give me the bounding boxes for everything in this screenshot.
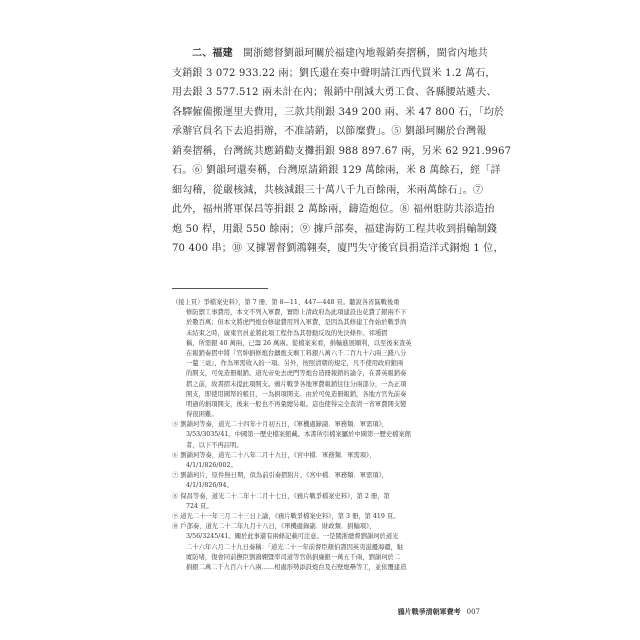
text-line: 承辦官員名下去追捐辦，不准請銷，以節糜費」。⑤ 劉韻珂關於台灣報	[172, 126, 487, 137]
text-line: 各驛僱備搬運里夫費用，三款共削銀 349 200 兩、米 47 800 石，「均於	[172, 106, 505, 118]
footnote-line: 捐銀二萬二千九百六十八兩……相處形勢添設炮台及石壁炮壘等工，並依覆建造	[186, 563, 407, 571]
footnote-line: 摺之前，故書摺未提此項開支。鴉片戰爭各地軍費報銷往往分兩部分，一為正項	[186, 380, 407, 388]
footnote-line: 4/1/1/826/002。	[186, 462, 237, 469]
text-line: 石。⑥ 劉韻珂還奏稱，台灣原請銷銀 129 萬餘兩，米 8 萬餘石，經「詳	[172, 165, 501, 176]
text-line	[172, 44, 488, 64]
running-footer	[398, 607, 480, 617]
text-line: 70 400 串；⑩ 又據署督劉鴻翱奏，廈門失守後官員捐造洋式銅炮 1 位，	[172, 243, 504, 254]
footnotes	[172, 298, 472, 573]
footnote-line: 得很困難。	[186, 411, 218, 419]
text-line: 炮 50 桿，用銀 550 餘兩；⑨ 據戶部奏，福建海防工程共收到捐輸制錢	[172, 223, 498, 235]
main-text	[172, 44, 512, 259]
footnote-line: ⑨ 道光二十一年三月二十三日上諭，《鴉片戰爭檔案史料》，第 3 冊，第 419 頁。	[172, 512, 400, 520]
section-heading: 二、福建	[192, 48, 233, 59]
book-title: 鴉片戰爭清朝軍費考	[397, 607, 461, 616]
footnote-line: 一釐三毫』，作為軍需收入的一項。另外，按照清朝的規定，凡不使用政府銀兩	[186, 360, 404, 368]
footnote-line: 開支，即使用國帑的帳目，一為捐項開支。由於可免造冊報銷，各地方官先前奏	[186, 390, 407, 398]
footnote-line: 修防禦工事費用，本文不列入軍費，實際上清政府為此項建設也花費了銀兩不下	[186, 309, 407, 317]
footnote-line: ⑥ 劉韻珂等奏，道光二十八年二月十九日，《宮中檔．軍務類．軍需項》，	[172, 451, 376, 459]
footnote-line: 於數百萬；但本文將虎門炮台修建費用列入軍費，是因為其修建工作始於戰爭尚	[186, 319, 407, 327]
page-number: 007	[466, 608, 480, 616]
footnote-line: ⑦ 劉韻珂片，原件無日期，似為前引奏摺附片，《宮中檔．軍務類．軍需項》，	[172, 472, 389, 480]
footnote-line: 未結束之時，廣東官員並將此項工程作為其發動反攻的先決條件。祁壎摺	[186, 329, 388, 337]
footnote-line: ⑤ 劉韻珂等奏，道光二十四年十月初五日，《軍機處錄副．軍務類．軍需項》，	[172, 421, 389, 429]
footnote-line: 明過的捐項開支，後來一般也不再彙總另報。這也使得完全查清一省軍費開支變	[186, 400, 407, 408]
footnote-line: 稱，所需銀 40 萬兩，已籌 26 萬兩。從檔案來看，捐輸進展順利，以至後來查英	[186, 339, 412, 347]
footnote-line: 724 頁。	[186, 502, 213, 510]
footnote-line: 3/53/3035/41。中國第一歷史檔案館藏。本書所引檔案屬於中國第一歷史檔案館	[186, 431, 412, 439]
footnote-line: ⑩ 戶部奏，道光二十二年九月十八日，《軍機處錄副．財政類．捐輸項》，	[172, 523, 376, 531]
footnote-line: 者，以下不再註明。	[186, 441, 243, 449]
footnote-divider	[172, 288, 268, 289]
footnote-line: 二十六年六月二十九日奏稱：「道光二十一年前督臣顏伯燾因英夷滋擾海疆，駐	[186, 543, 404, 551]
text-line-rest: 閩浙總督劉韻珂關於福建內地報銷奏摺稱，閩省內地共	[232, 48, 488, 59]
text-line: 此外，福州將軍保昌等捐銀 2 萬餘兩，鑄造炮位。⑧ 福州駐防共添造抬	[172, 204, 495, 215]
footnote-line: 在報銷奏摺中將『官紳捐修炮台鑄炮支剩工料銀八萬六千二百九十六兩三錢八分	[186, 349, 407, 357]
footnote-line: 3/56/3245/41。關於此事還有兩條記載可注意。一是閩浙總督劉韻珂於道光	[186, 533, 399, 541]
footnote-line: ⑧ 保昌等奏，道光二十二年十二月十七日，《鴉片戰爭檔案史料》，第 2 冊，第	[172, 492, 390, 500]
text-line: 銷奏摺稱，台灣統共應銷勸支攤捐銀 988 897.67 兩，另米 62 921.9967	[172, 145, 512, 157]
footnote-line: （接上頁）爭檔案史料》，第 7 冊，第 8—11、447—448 頁。聽說各省區戰後重	[172, 299, 400, 306]
footnote-line: 廈防堵，復會同前撫臣劉鴻翱暨率司道等官倡捐廉銀一萬五千兩，劉韻珂於二	[186, 553, 401, 561]
text-line: 用去銀 3 577.512 兩未計在內；報銷中削減大勇工食、各縣腰站遞夫、	[172, 87, 497, 98]
text-line: 細勾稽，從嚴核減，共核減銀三十萬八千九百餘兩，米兩萬餘石」。⑦	[172, 184, 484, 196]
footnote-line: 的開支，可免造冊報銷。道光帝免去虎門等炮台造冊報銷的諭令，在書英報銷奏	[186, 370, 407, 378]
footnote-line: 4/1/1/826/94。	[186, 482, 233, 490]
text-line: 支銷銀 3 072 933.22 兩；劉氏還在奏中聲明請江西代買米 1.2 萬石，	[172, 67, 496, 79]
